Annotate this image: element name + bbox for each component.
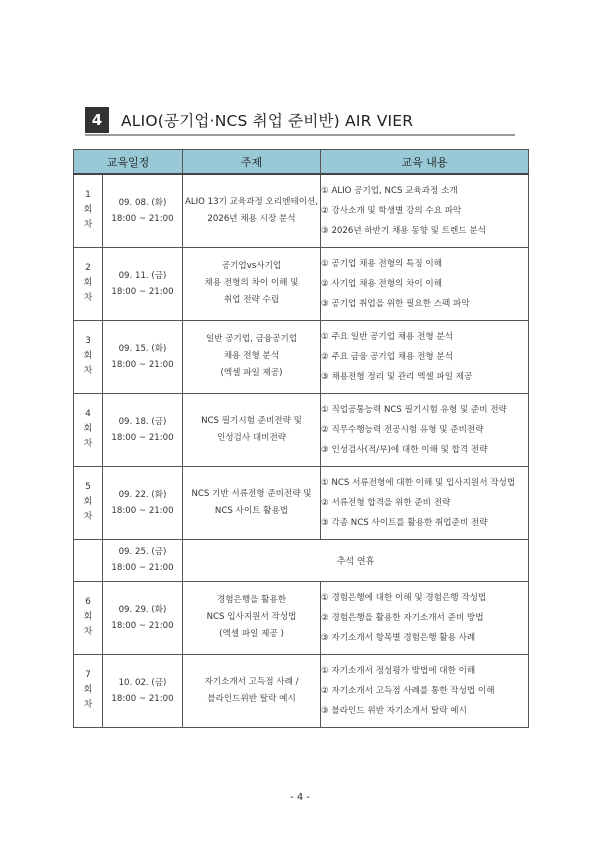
round-char: 차 [83, 293, 93, 303]
session-date: 10. 02. (금) [118, 677, 167, 688]
page-number: - 4 - [290, 792, 310, 803]
schedule-table [73, 149, 529, 728]
content-item: ③ 각종 NCS 사이트를 활용한 취업준비 전략 [321, 517, 488, 528]
table-row [74, 539, 529, 581]
topic-cell [183, 174, 321, 247]
content-item: ① NCS 서류전형에 대한 이해 및 입사지원서 작성법 [321, 477, 516, 488]
holiday-cell: 추석 연휴 [183, 539, 529, 581]
topic-cell [183, 654, 321, 727]
session-time: 18:00 ~ 21:00 [111, 286, 174, 297]
round-char: 4 [85, 409, 91, 419]
session-time: 18:00 ~ 21:00 [111, 505, 174, 516]
date-cell [103, 320, 183, 393]
session-date: 09. 25. (금) [118, 547, 167, 557]
date-cell [103, 581, 183, 654]
round-char: 차 [83, 439, 93, 449]
content-cell [321, 654, 529, 727]
table-row [74, 654, 529, 727]
topic-cell [183, 320, 321, 393]
topic-line: (엑셀 파일 제공 ) [219, 629, 284, 639]
topic-line: 2026년 채용 시장 분석 [207, 213, 296, 224]
round-char: 차 [83, 627, 93, 637]
round-char: 5 [85, 482, 91, 492]
content-item: ③ 채용전형 정리 및 관리 엑셀 파일 제공 [321, 371, 473, 382]
round-char: 회 [83, 278, 93, 288]
table-row [74, 174, 529, 247]
table-row [74, 320, 529, 393]
topic-line: (엑셀 파일 제공) [220, 368, 283, 378]
content-item: ① 직업공통능력 NCS 필기시험 유형 및 준비 전략 [321, 404, 507, 415]
session-date: 09. 22. (화) [118, 489, 167, 500]
session-time: 18:00 ~ 21:00 [111, 213, 174, 224]
session-time: 18:00 ~ 21:00 [111, 620, 174, 631]
topic-line: 채용 전형 분석 [223, 351, 280, 361]
content-item: ② 강사소개 및 학생별 강의 수요 파악 [321, 205, 462, 216]
topic-line: 공기업vs사기업 [221, 261, 282, 271]
topic-line: NCS 기반 서류전형 준비전략 및 [191, 488, 312, 499]
session-time: 18:00 ~ 21:00 [111, 563, 174, 573]
content-item: ② 주요 금융 공기업 채용 전형 분석 [321, 351, 454, 362]
session-time: 18:00 ~ 21:00 [111, 359, 174, 370]
content-item: ③ 블라인드 위반 자기소개서 탈락 예시 [321, 705, 467, 716]
date-cell [103, 174, 183, 247]
content-item: ③ 2026년 하반기 채용 동향 및 트렌드 분석 [321, 225, 486, 236]
topic-cell [183, 247, 321, 320]
round-cell [74, 466, 103, 539]
round-char: 차 [83, 366, 93, 376]
date-cell [103, 247, 183, 320]
round-char: 회 [83, 351, 93, 361]
header-schedule: 교육일정 [74, 150, 183, 175]
content-item: ② 사기업 채용 전형의 차이 이해 [321, 278, 442, 289]
round-char: 회 [83, 497, 93, 507]
round-char: 회 [83, 205, 93, 216]
topic-line: 채용 전형의 차이 이해 및 [204, 278, 299, 288]
section-number: 4 [85, 107, 109, 133]
content-item: ① 공기업 채용 전형의 특징 이해 [321, 258, 442, 269]
topic-line: 경험은행을 활용한 [216, 595, 287, 605]
topic-cell [183, 393, 321, 466]
round-cell [74, 654, 103, 727]
content-item: ② 직무수행능력 전공시험 유형 및 준비전략 [321, 424, 484, 435]
table-row [74, 466, 529, 539]
table-row [74, 581, 529, 654]
content-cell [321, 247, 529, 320]
content-item: ② 서류전형 합격을 위한 준비 전략 [321, 497, 451, 508]
content-item: ③ 공기업 취업을 위한 필요한 스펙 파악 [321, 298, 470, 309]
content-item: ③ 자기소개서 항목별 경험은행 활용 사례 [321, 632, 476, 643]
topic-line: NCS 사이트 활용법 [214, 505, 289, 516]
table-row [74, 393, 529, 466]
round-cell [74, 393, 103, 466]
topic-line: ALIO 13기 교육과정 오리엔테이션, [184, 196, 319, 207]
section-title: ALIO(공기업·NCS 취업 준비반) AIR VIER [121, 112, 414, 130]
round-char: 3 [85, 336, 91, 346]
session-date: 09. 11. (금) [118, 270, 167, 281]
session-time: 18:00 ~ 21:00 [111, 693, 174, 704]
round-char: 회 [83, 685, 93, 695]
round-char: 차 [83, 512, 93, 522]
content-cell [321, 393, 529, 466]
date-cell [103, 393, 183, 466]
round-char: 차 [83, 220, 93, 231]
session-date: 09. 08. (화) [118, 197, 167, 208]
content-cell [321, 581, 529, 654]
topic-cell [183, 466, 321, 539]
round-char: 7 [85, 670, 91, 680]
round-char: 6 [85, 597, 91, 607]
round-char: 2 [85, 263, 91, 273]
topic-line: NCS 필기시험 준비전략 및 [201, 415, 302, 426]
round-cell [74, 539, 103, 581]
round-cell [74, 174, 103, 247]
session-date: 09. 15. (화) [118, 343, 167, 354]
round-cell [74, 581, 103, 654]
round-char: 회 [83, 424, 93, 434]
content-cell [321, 466, 529, 539]
topic-line: 취업 전략 수립 [223, 295, 280, 305]
content-item: ② 경험은행을 활용한 자기소개서 준비 방법 [321, 612, 484, 623]
session-date: 09. 29. (화) [118, 604, 167, 615]
round-char: 1 [85, 190, 91, 201]
content-cell [321, 174, 529, 247]
topic-line: 일반 공기업, 금융공기업 [205, 334, 298, 344]
topic-line: 인성검사 대비전략 [216, 432, 287, 443]
content-cell [321, 320, 529, 393]
date-cell [103, 539, 183, 581]
header-topic: 주제 [183, 150, 321, 175]
content-item: ① 주요 일반 공기업 채용 전형 분석 [321, 331, 454, 342]
content-item: ② 자기소개서 고득점 사례를 통한 작성법 이해 [321, 685, 495, 696]
round-cell [74, 247, 103, 320]
round-char: 회 [83, 612, 93, 622]
table-row [74, 247, 529, 320]
content-item: ① 경험은행에 대한 이해 및 경험은행 작성법 [321, 592, 487, 603]
header-content: 교육 내용 [321, 150, 529, 175]
round-char: 차 [83, 700, 93, 710]
content-item: ① 자기소개서 정성평가 방법에 대한 이해 [321, 665, 476, 676]
topic-line: NCS 입사지원서 작성법 [206, 612, 297, 622]
date-cell [103, 654, 183, 727]
section-header [85, 107, 515, 133]
session-date: 09. 18. (금) [118, 416, 167, 427]
round-cell [74, 320, 103, 393]
topic-line: 자기소개서 고득점 사례 / [204, 676, 299, 687]
date-cell [103, 466, 183, 539]
table-header-row [74, 150, 529, 175]
content-item: ① ALIO 공기업, NCS 교육과정 소개 [321, 185, 458, 196]
topic-line: 블라인드위반 탈락 예시 [207, 693, 296, 704]
session-time: 18:00 ~ 21:00 [111, 432, 174, 443]
content-item: ③ 인성검사(적/부)에 대한 이해 및 합격 전략 [321, 444, 488, 455]
topic-cell [183, 581, 321, 654]
header-underline [85, 134, 515, 136]
